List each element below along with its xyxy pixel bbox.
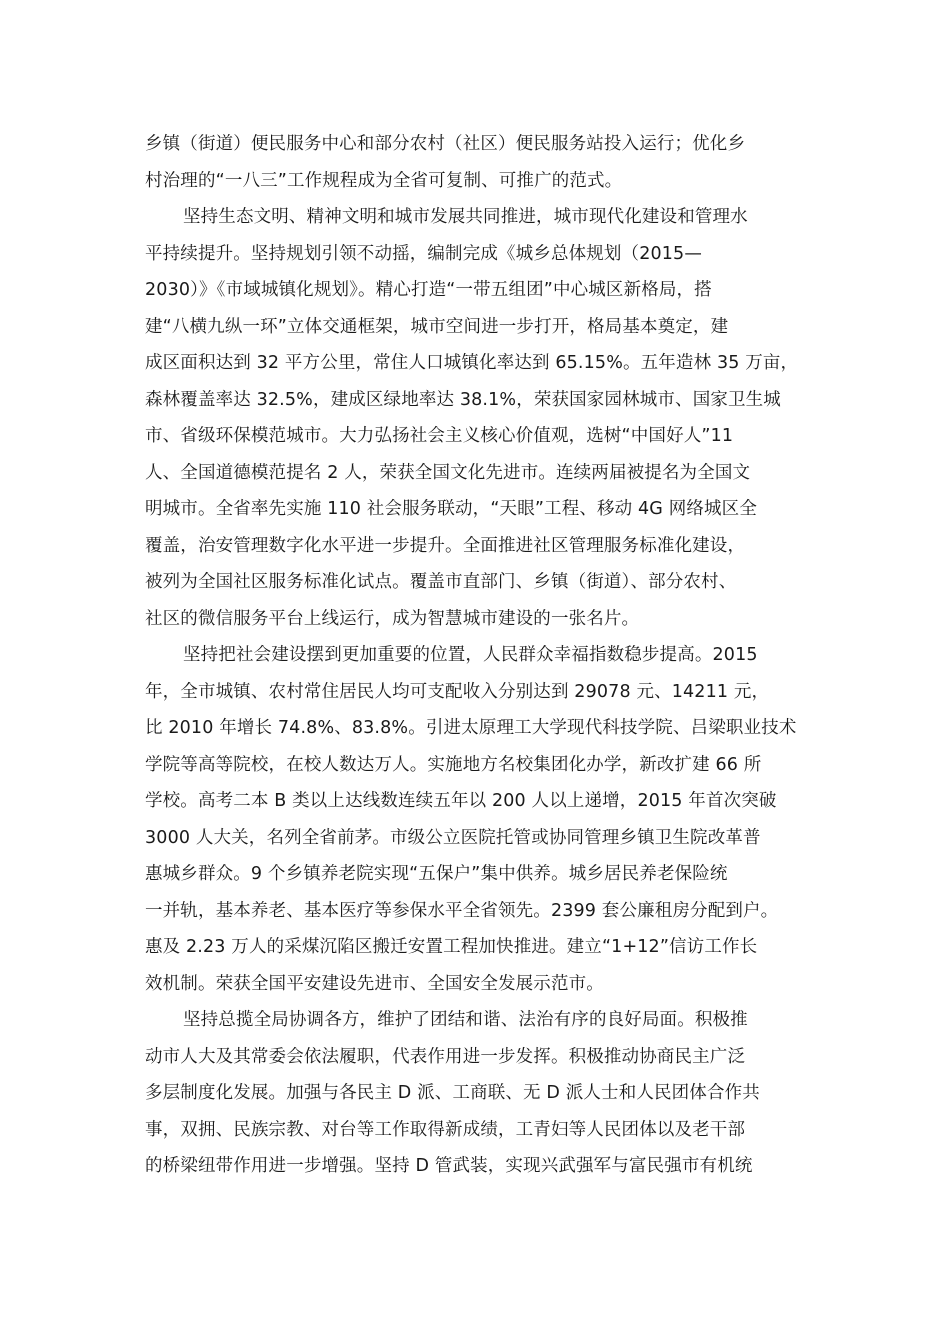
text-line: 被列为全国社区服务标准化试点。覆盖市直部门、乡镇（街道）、部分农村、 [145, 572, 737, 592]
text-line: 比 2010 年增长 74.8%、83.8%。引进太原理工大学现代科技学院、吕梁职业技术 [145, 718, 797, 738]
text-line: 事，双拥、民族宗教、对台等工作取得新成绩，工青妇等人民团体以及老干部 [145, 1119, 746, 1140]
body-text [145, 126, 810, 1185]
text-line: 2030）》《市域城镇化规划》。精心打造“一带五组团”中心城区新格局，搭 [145, 280, 712, 300]
text-line: 学校。高考二本 B 类以上达线数连续五年以 200 人以上递增，2015 年首次突破 [145, 791, 777, 811]
text-line: 多层制度化发展。加强与各民主 D 派、工商联、无 D 派人士和人民团体合作共 [145, 1083, 760, 1103]
text-line: 3000 人大关，名列全省前茅。市级公立医院托管或协同管理乡镇卫生院改革普 [145, 827, 761, 848]
text-line: 建“八横九纵一环”立体交通框架，城市空间进一步打开，格局基本奠定，建 [145, 316, 729, 337]
text-line: 乡镇（街道）便民服务中心和部分农村（社区）便民服务站投入运行；优化乡 [145, 134, 746, 154]
text-line: 惠城乡群众。9 个乡镇养老院实现“五保户”集中供养。城乡居民养老保险统 [145, 864, 728, 884]
text-line: 效机制。荣获全国平安建设先进市、全国安全发展示范市。 [145, 973, 604, 994]
text-line: 森林覆盖率达 32.5%，建成区绿地率达 38.1%，荣获国家园林城市、国家卫生城 [145, 389, 781, 410]
text-line: 学院等高等院校，在校人数达万人。实施地方名校集团化办学，新改扩建 66 所 [145, 754, 762, 775]
text-line: 动市人大及其常委会依法履职，代表作用进一步发挥。积极推动协商民主广泛 [145, 1046, 746, 1067]
text-line: 明城市。全省率先实施 110 社会服务联动，“天眼”工程、移动 4G 网络城区全 [145, 499, 757, 519]
text-line: 一并轨，基本养老、基本医疗等参保水平全省领先。2399 套公廉租房分配到户。 [145, 900, 779, 921]
text-line: 覆盖，治安管理数字化水平进一步提升。全面推进社区管理服务标准化建设， [145, 535, 746, 556]
paragraph-first-line: 坚持生态文明、精神文明和城市发展共同推进，城市现代化建设和管理水 [183, 207, 748, 227]
paragraph-first-line: 坚持总揽全局协调各方，维护了团结和谐、法治有序的良好局面。积极推 [183, 1010, 748, 1030]
text-line: 人、全国道德模范提名 2 人，荣获全国文化先进市。连续两届被提名为全国文 [145, 462, 751, 483]
text-line: 市、省级环保模范城市。大力弘扬社会主义核心价值观，选树“中国好人”11 [145, 426, 734, 446]
text-line: 年，全市城镇、农村常住居民人均可支配收入分别达到 29078 元、14211 元， [145, 681, 770, 702]
text-line: 平持续提升。坚持规划引领不动摇，编制完成《城乡总体规划（2015— [145, 243, 702, 264]
text-line: 的桥梁纽带作用进一步增强。坚持 D 管武装，实现兴武强军与富民强市有机统 [145, 1156, 753, 1176]
text-line: 成区面积达到 32 平方公里，常住人口城镇化率达到 65.15%。五年造林 35 万亩， [145, 353, 799, 373]
text-line: 惠及 2.23 万人的采煤沉陷区搬迁安置工程加快推进。建立“1+12”信访工作长 [145, 937, 758, 957]
text-line: 村治理的“一八三”工作规程成为全省可复制、可推广的范式。 [145, 170, 623, 191]
paragraph-first-line: 坚持把社会建设摆到更加重要的位置，人民群众幸福指数稳步提高。2015 [183, 645, 758, 665]
text-line: 社区的微信服务平台上线运行，成为智慧城市建设的一张名片。 [145, 608, 640, 629]
